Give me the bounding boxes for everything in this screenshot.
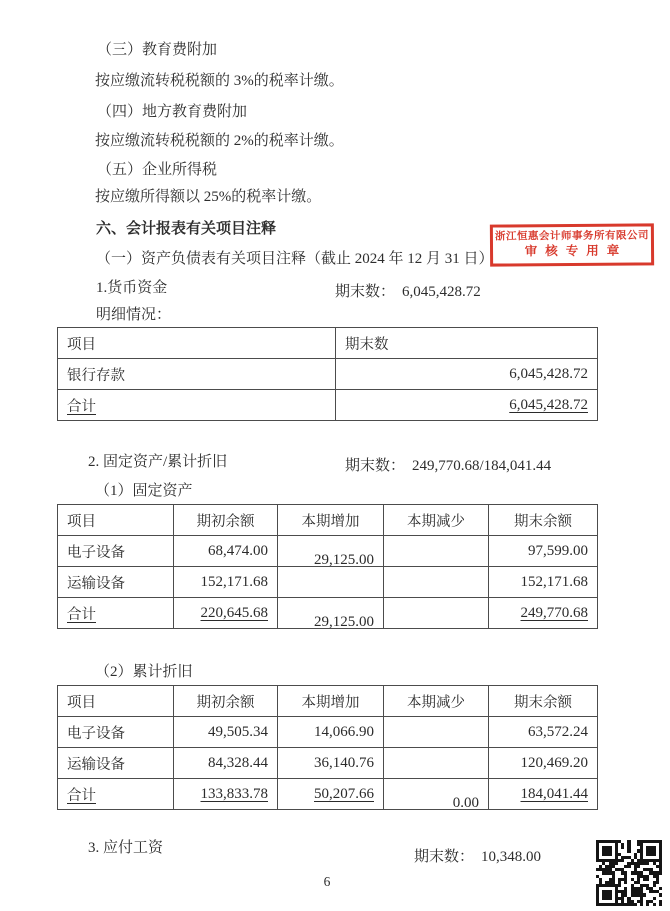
period-end-group-fixed	[345, 454, 551, 475]
cell-item: 合计	[58, 779, 174, 810]
table-header-row	[58, 328, 598, 359]
column-header: 项目	[58, 328, 336, 359]
cell-increase: 29,125.00	[278, 536, 384, 567]
cell-value: 6,045,428.72	[336, 390, 598, 421]
cell-decrease	[384, 567, 489, 598]
tax-note-heading: （五）企业所得税	[97, 162, 218, 178]
cell-end: 63,572.24	[489, 717, 598, 748]
column-header: 项目	[58, 686, 174, 717]
table-row	[58, 359, 598, 390]
cell-item: 合计	[58, 390, 336, 421]
stamp-purpose-text: 审核专用章	[524, 244, 628, 259]
cell-decrease	[384, 536, 489, 567]
period-end-group-monetary	[335, 280, 481, 301]
section-subheading: （一）资产负债表有关项目注释（截止 2024 年 12 月 31 日）	[96, 251, 494, 267]
period-end-label: 期末数：	[414, 849, 475, 865]
cell-item: 电子设备	[58, 717, 174, 748]
tax-note-heading: （四）地方教育费附加	[97, 104, 248, 120]
table-row	[58, 748, 598, 779]
page-number: 6	[323, 874, 331, 889]
item-label-wages-payable: 3. 应付工资	[88, 840, 164, 856]
qr-code-image	[596, 840, 662, 906]
cell-increase: 29,125.00	[278, 598, 384, 629]
cell-begin: 152,171.68	[174, 567, 278, 598]
cell-item: 运输设备	[58, 567, 174, 598]
section-heading: 六、会计报表有关项目注释	[96, 221, 277, 237]
cell-end: 249,770.68	[489, 598, 598, 629]
period-end-value: 10,348.00	[481, 849, 542, 865]
audit-stamp	[490, 223, 654, 266]
period-end-value: 6,045,428.72	[402, 284, 481, 300]
column-header: 期末余额	[489, 686, 598, 717]
cell-value: 6,045,428.72	[336, 359, 598, 390]
column-header: 期初余额	[174, 505, 278, 536]
column-header: 期初余额	[174, 686, 278, 717]
tax-note-body: 按应缴所得额以 25%的税率计缴。	[95, 189, 322, 205]
cell-begin: 49,505.34	[174, 717, 278, 748]
cell-item: 合计	[58, 598, 174, 629]
item-label-monetary-funds: 1.货币资金	[96, 280, 168, 296]
item-label-fixed-assets: 2. 固定资产/累计折旧	[88, 454, 228, 470]
table-total-row	[58, 779, 598, 810]
subsection-label-depreciation: （2）累计折旧	[95, 664, 193, 680]
period-end-value: 249,770.68/184,041.44	[412, 458, 552, 474]
column-header: 本期减少	[384, 505, 489, 536]
stamp-company-name: 浙江恒惠会计师事务所有限公司	[494, 230, 649, 243]
cell-increase: 50,207.66	[278, 779, 384, 810]
cell-increase	[278, 567, 384, 598]
cell-decrease	[384, 717, 489, 748]
cell-decrease	[384, 598, 489, 629]
period-end-group-wages	[414, 845, 541, 866]
cell-item: 运输设备	[58, 748, 174, 779]
table-header-row	[58, 505, 598, 536]
table-row	[58, 567, 598, 598]
cell-begin: 220,645.68	[174, 598, 278, 629]
cell-end: 152,171.68	[489, 567, 598, 598]
table-row	[58, 536, 598, 567]
tax-note-heading: （三）教育费附加	[97, 42, 218, 58]
cell-item: 电子设备	[58, 536, 174, 567]
table-total-row	[58, 390, 598, 421]
cell-increase: 14,066.90	[278, 717, 384, 748]
subsection-label-fixed: （1）固定资产	[95, 483, 193, 499]
column-header: 本期增加	[278, 505, 384, 536]
cell-decrease: 0.00	[384, 779, 489, 810]
period-end-label: 期末数：	[345, 458, 406, 474]
table-header-row	[58, 686, 598, 717]
column-header: 期末余额	[489, 505, 598, 536]
detail-label: 明细情况：	[96, 307, 172, 323]
table-total-row	[58, 598, 598, 629]
tax-note-body: 按应缴流转税税额的 3%的税率计缴。	[95, 73, 344, 89]
column-header: 项目	[58, 505, 174, 536]
cell-end: 120,469.20	[489, 748, 598, 779]
column-header: 本期减少	[384, 686, 489, 717]
cell-item: 银行存款	[58, 359, 336, 390]
table-row	[58, 717, 598, 748]
cell-begin: 68,474.00	[174, 536, 278, 567]
table-accumulated-depreciation	[57, 685, 598, 810]
cell-end: 184,041.44	[489, 779, 598, 810]
tax-note-body: 按应缴流转税税额的 2%的税率计缴。	[95, 133, 344, 149]
period-end-label: 期末数：	[335, 284, 396, 300]
cell-begin: 84,328.44	[174, 748, 278, 779]
table-fixed-assets	[57, 504, 598, 629]
cell-begin: 133,833.78	[174, 779, 278, 810]
column-header: 期末数	[336, 328, 598, 359]
cell-end: 97,599.00	[489, 536, 598, 567]
cell-decrease	[384, 748, 489, 779]
column-header: 本期增加	[278, 686, 384, 717]
cell-increase: 36,140.76	[278, 748, 384, 779]
table-monetary-funds	[57, 327, 598, 421]
